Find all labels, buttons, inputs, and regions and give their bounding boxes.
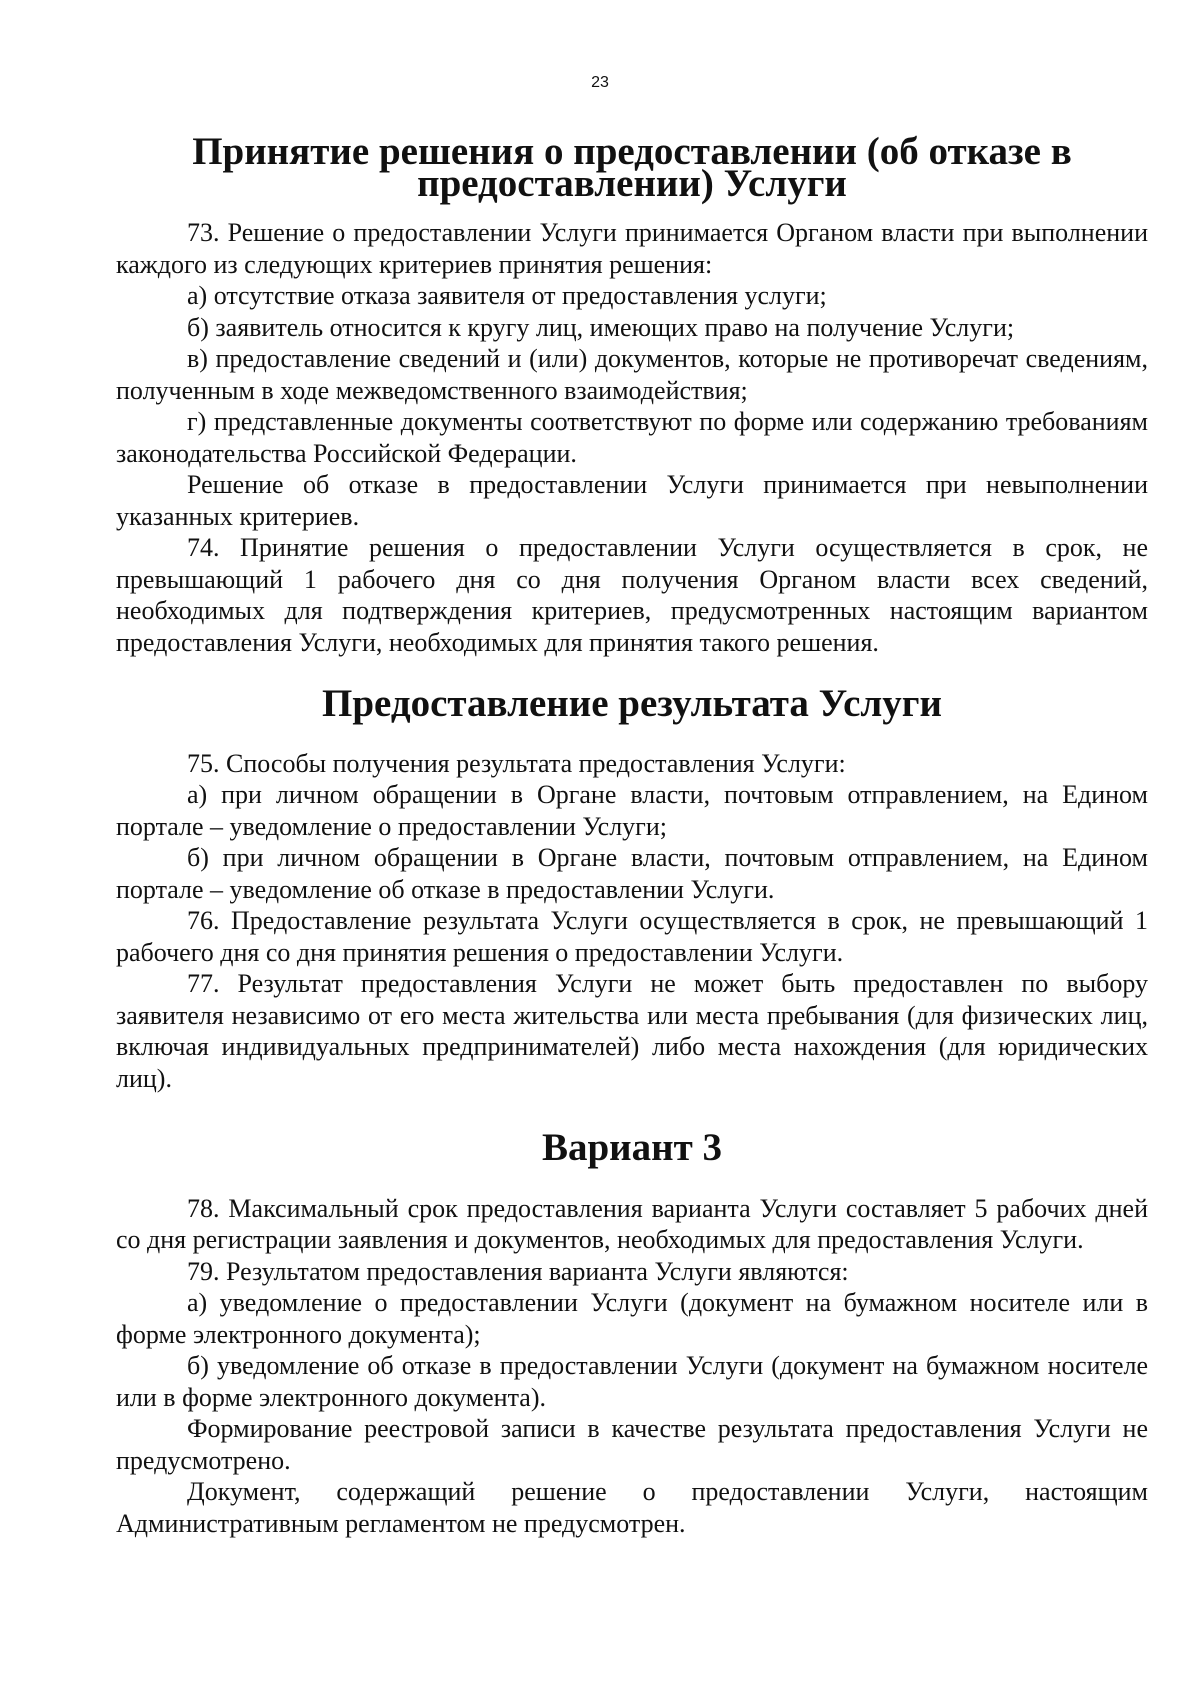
paragraph-75-a: а) при личном обращении в Органе власти, почтовым отправлением, на Едином портале – уведомление о предоставлении Услуги; bbox=[116, 780, 1148, 841]
section-heading-decision: Принятие решения о предоставлении (об отказе в предоставлении) Услуги bbox=[192, 130, 1072, 205]
section-heading-result: Предоставление результата Услуги bbox=[322, 682, 942, 725]
paragraph-75-b: б) при личном обращении в Органе власти, почтовым отправлением, на Едином портале – уведомление об отказе в предоставлении Услуги. bbox=[116, 843, 1148, 904]
paragraph-79: 79. Результатом предоставления варианта Услуги являются: bbox=[187, 1256, 849, 1286]
paragraph-document: Документ, содержащий решение о предоставлении Услуги, настоящим Административным регламентом не предусмотрен. bbox=[116, 1477, 1148, 1538]
paragraph-refusal: Решение об отказе в предоставлении Услуги принимается при невыполнении указанных критериев. bbox=[116, 470, 1148, 531]
paragraph-74: 74. Принятие решения о предоставлении Услуги осуществляется в срок, не превышающий 1 рабочего дня со дня получения Органом власти всех сведений, необходимых для подтверждения критериев, предусмотренных настоящим вариантом предоставления Услуги, необходимых для принятия такого решения. bbox=[116, 533, 1148, 657]
paragraph-76: 76. Предоставление результата Услуги осуществляется в срок, не превышающий 1 рабочего дня со дня принятия решения о предоставлении Услуги. bbox=[116, 906, 1148, 967]
paragraph-73-b: б) заявитель относится к кругу лиц, имеющих право на получение Услуги; bbox=[187, 312, 1015, 342]
paragraph-73-a: а) отсутствие отказа заявителя от предоставления услуги; bbox=[187, 281, 827, 310]
paragraph-73: 73. Решение о предоставлении Услуги принимается Органом власти при выполнении каждого из следующих критериев принятия решения: bbox=[116, 218, 1148, 279]
paragraph-79-a: а) уведомление о предоставлении Услуги (документ на бумажном носителе или в форме электронного документа); bbox=[116, 1288, 1148, 1349]
paragraph-73-g: г) представленные документы соответствуют по форме или содержанию требованиям законодательства Российской Федерации. bbox=[116, 407, 1148, 468]
paragraph-77: 77. Результат предоставления Услуги не может быть предоставлен по выбору заявителя независимо от его места жительства или места пребывания (для физических лиц, включая индивидуальных предпринимателей) либо места нахождения (для юридических лиц). bbox=[116, 969, 1148, 1093]
paragraph-registry: Формирование реестровой записи в качестве результата предоставления Услуги не предусмотрено. bbox=[116, 1414, 1148, 1475]
paragraph-75: 75. Способы получения результата предоставления Услуги: bbox=[187, 748, 846, 778]
section-heading-variant-3: Вариант 3 bbox=[541, 1126, 723, 1169]
document-body bbox=[116, 130, 1148, 1539]
paragraph-78: 78. Максимальный срок предоставления варианта Услуги составляет 5 рабочих дней со дня регистрации заявления и документов, необходимых для предоставления Услуги. bbox=[116, 1193, 1148, 1254]
paragraph-73-v: в) предоставление сведений и (или) документов, которые не противоречат сведениям, полученным в ходе межведомственного взаимодействия; bbox=[116, 344, 1148, 405]
paragraph-79-b: б) уведомление об отказе в предоставлении Услуги (документ на бумажном носителе или в форме электронного документа). bbox=[116, 1351, 1148, 1412]
page-number: 23 bbox=[591, 74, 609, 91]
